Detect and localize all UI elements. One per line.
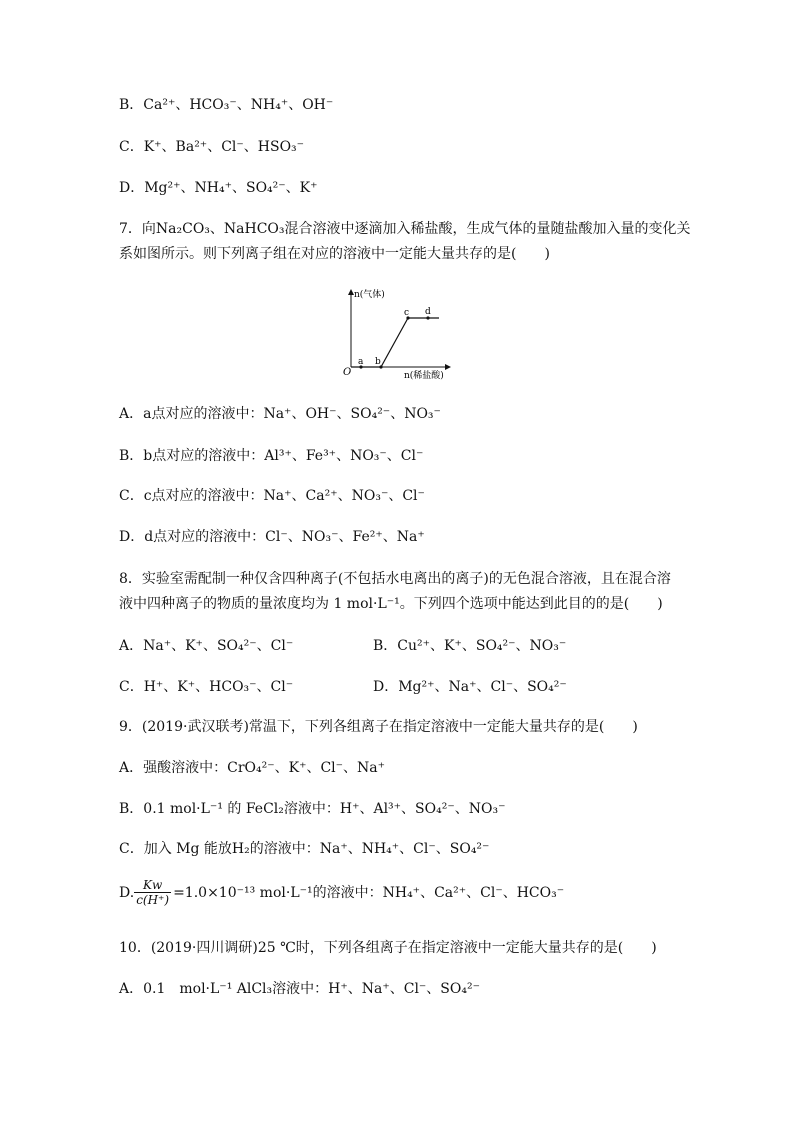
q9-option-b: B．0.1 mol·L⁻¹ 的 FeCl₂溶液中：H⁺、Al³⁺、SO₄²⁻、NO₃⁻: [119, 801, 506, 817]
q7-option-c: C．c点对应的溶液中：Na⁺、Ca²⁺、NO₃⁻、Cl⁻: [119, 488, 425, 504]
rising-segment: [381, 318, 408, 367]
q6-option-b: B．Ca²⁺、HCO₃⁻、NH₄⁺、OH⁻: [119, 97, 334, 113]
q9-option-d-text: =1.0×10⁻¹³ mol·L⁻¹的溶液中：NH₄⁺、Ca²⁺、Cl⁻、HCO₃⁻: [173, 885, 565, 901]
q9-option-c: C．加入 Mg 能放H₂的溶液中：Na⁺、NH₄⁺、Cl⁻、SO₄²⁻: [119, 841, 490, 857]
kw-fraction: [134, 878, 171, 908]
x-axis-label: n(稀盐酸): [404, 371, 444, 381]
point-d-label: d: [425, 307, 431, 317]
q8-stem-line-2: 液中四种离子的物质的量浓度均为 1 mol·L⁻¹。下列四个选项中能达到此目的的是( ): [119, 596, 663, 612]
q7-option-a: A．a点对应的溶液中：Na⁺、OH⁻、SO₄²⁻、NO₃⁻: [119, 406, 441, 422]
q9-option-d: [119, 878, 564, 908]
q8-option-a: A．Na⁺、K⁺、SO₄²⁻、Cl⁻: [119, 638, 294, 654]
q10-stem: 10．(2019·四川调研)25 ℃时，下列各组离子在指定溶液中一定能大量共存的是( ): [119, 940, 657, 956]
q7-stem-line-2: 系如图所示。则下列离子组在对应的溶液中一定能大量共存的是( ): [119, 246, 550, 262]
q9-stem: 9．(2019·武汉联考)常温下，下列各组离子在指定溶液中一定能大量共存的是( ): [119, 719, 638, 735]
point-a-label: a: [358, 357, 364, 367]
point-c-label: c: [404, 308, 410, 318]
kw-denominator: c(H⁺): [136, 893, 170, 907]
q9-option-d-prefix: D.: [119, 885, 135, 901]
gas-vs-acid-graph: [338, 284, 454, 384]
q6-option-c: C．K⁺、Ba²⁺、Cl⁻、HSO₃⁻: [119, 139, 305, 155]
q7-option-b: B．b点对应的溶液中：Al³⁺、Fe³⁺、NO₃⁻、Cl⁻: [119, 448, 424, 464]
kw-numerator: Kw: [134, 878, 171, 893]
origin-label: O: [343, 367, 352, 378]
q6-option-d: D．Mg²⁺、NH₄⁺、SO₄²⁻、K⁺: [119, 180, 318, 196]
q9-option-a: A．强酸溶液中：CrO₄²⁻、K⁺、Cl⁻、Na⁺: [119, 760, 386, 776]
q8-option-c: C．H⁺、K⁺、HCO₃⁻、Cl⁻: [119, 679, 294, 695]
point-b-label: b: [375, 357, 381, 367]
q7-option-d: D．d点对应的溶液中：Cl⁻、NO₃⁻、Fe²⁺、Na⁺: [119, 529, 425, 545]
q8-option-b: B．Cu²⁺、K⁺、SO₄²⁻、NO₃⁻: [373, 638, 567, 654]
q8-option-d: D．Mg²⁺、Na⁺、Cl⁻、SO₄²⁻: [373, 679, 567, 695]
q7-stem-line-1: 7．向Na₂CO₃、NaHCO₃混合溶液中逐滴加入稀盐酸，生成气体的量随盐酸加入量的变化关: [119, 221, 691, 237]
y-axis-label: n(气体): [354, 290, 385, 300]
q8-stem-line-1: 8．实验室需配制一种仅含四种离子(不包括水电离出的离子)的无色混合溶液，且在混合溶: [119, 571, 671, 587]
q10-option-a: A．0.1 mol·L⁻¹ AlCl₃溶液中：H⁺、Na⁺、Cl⁻、SO₄²⁻: [119, 981, 480, 997]
